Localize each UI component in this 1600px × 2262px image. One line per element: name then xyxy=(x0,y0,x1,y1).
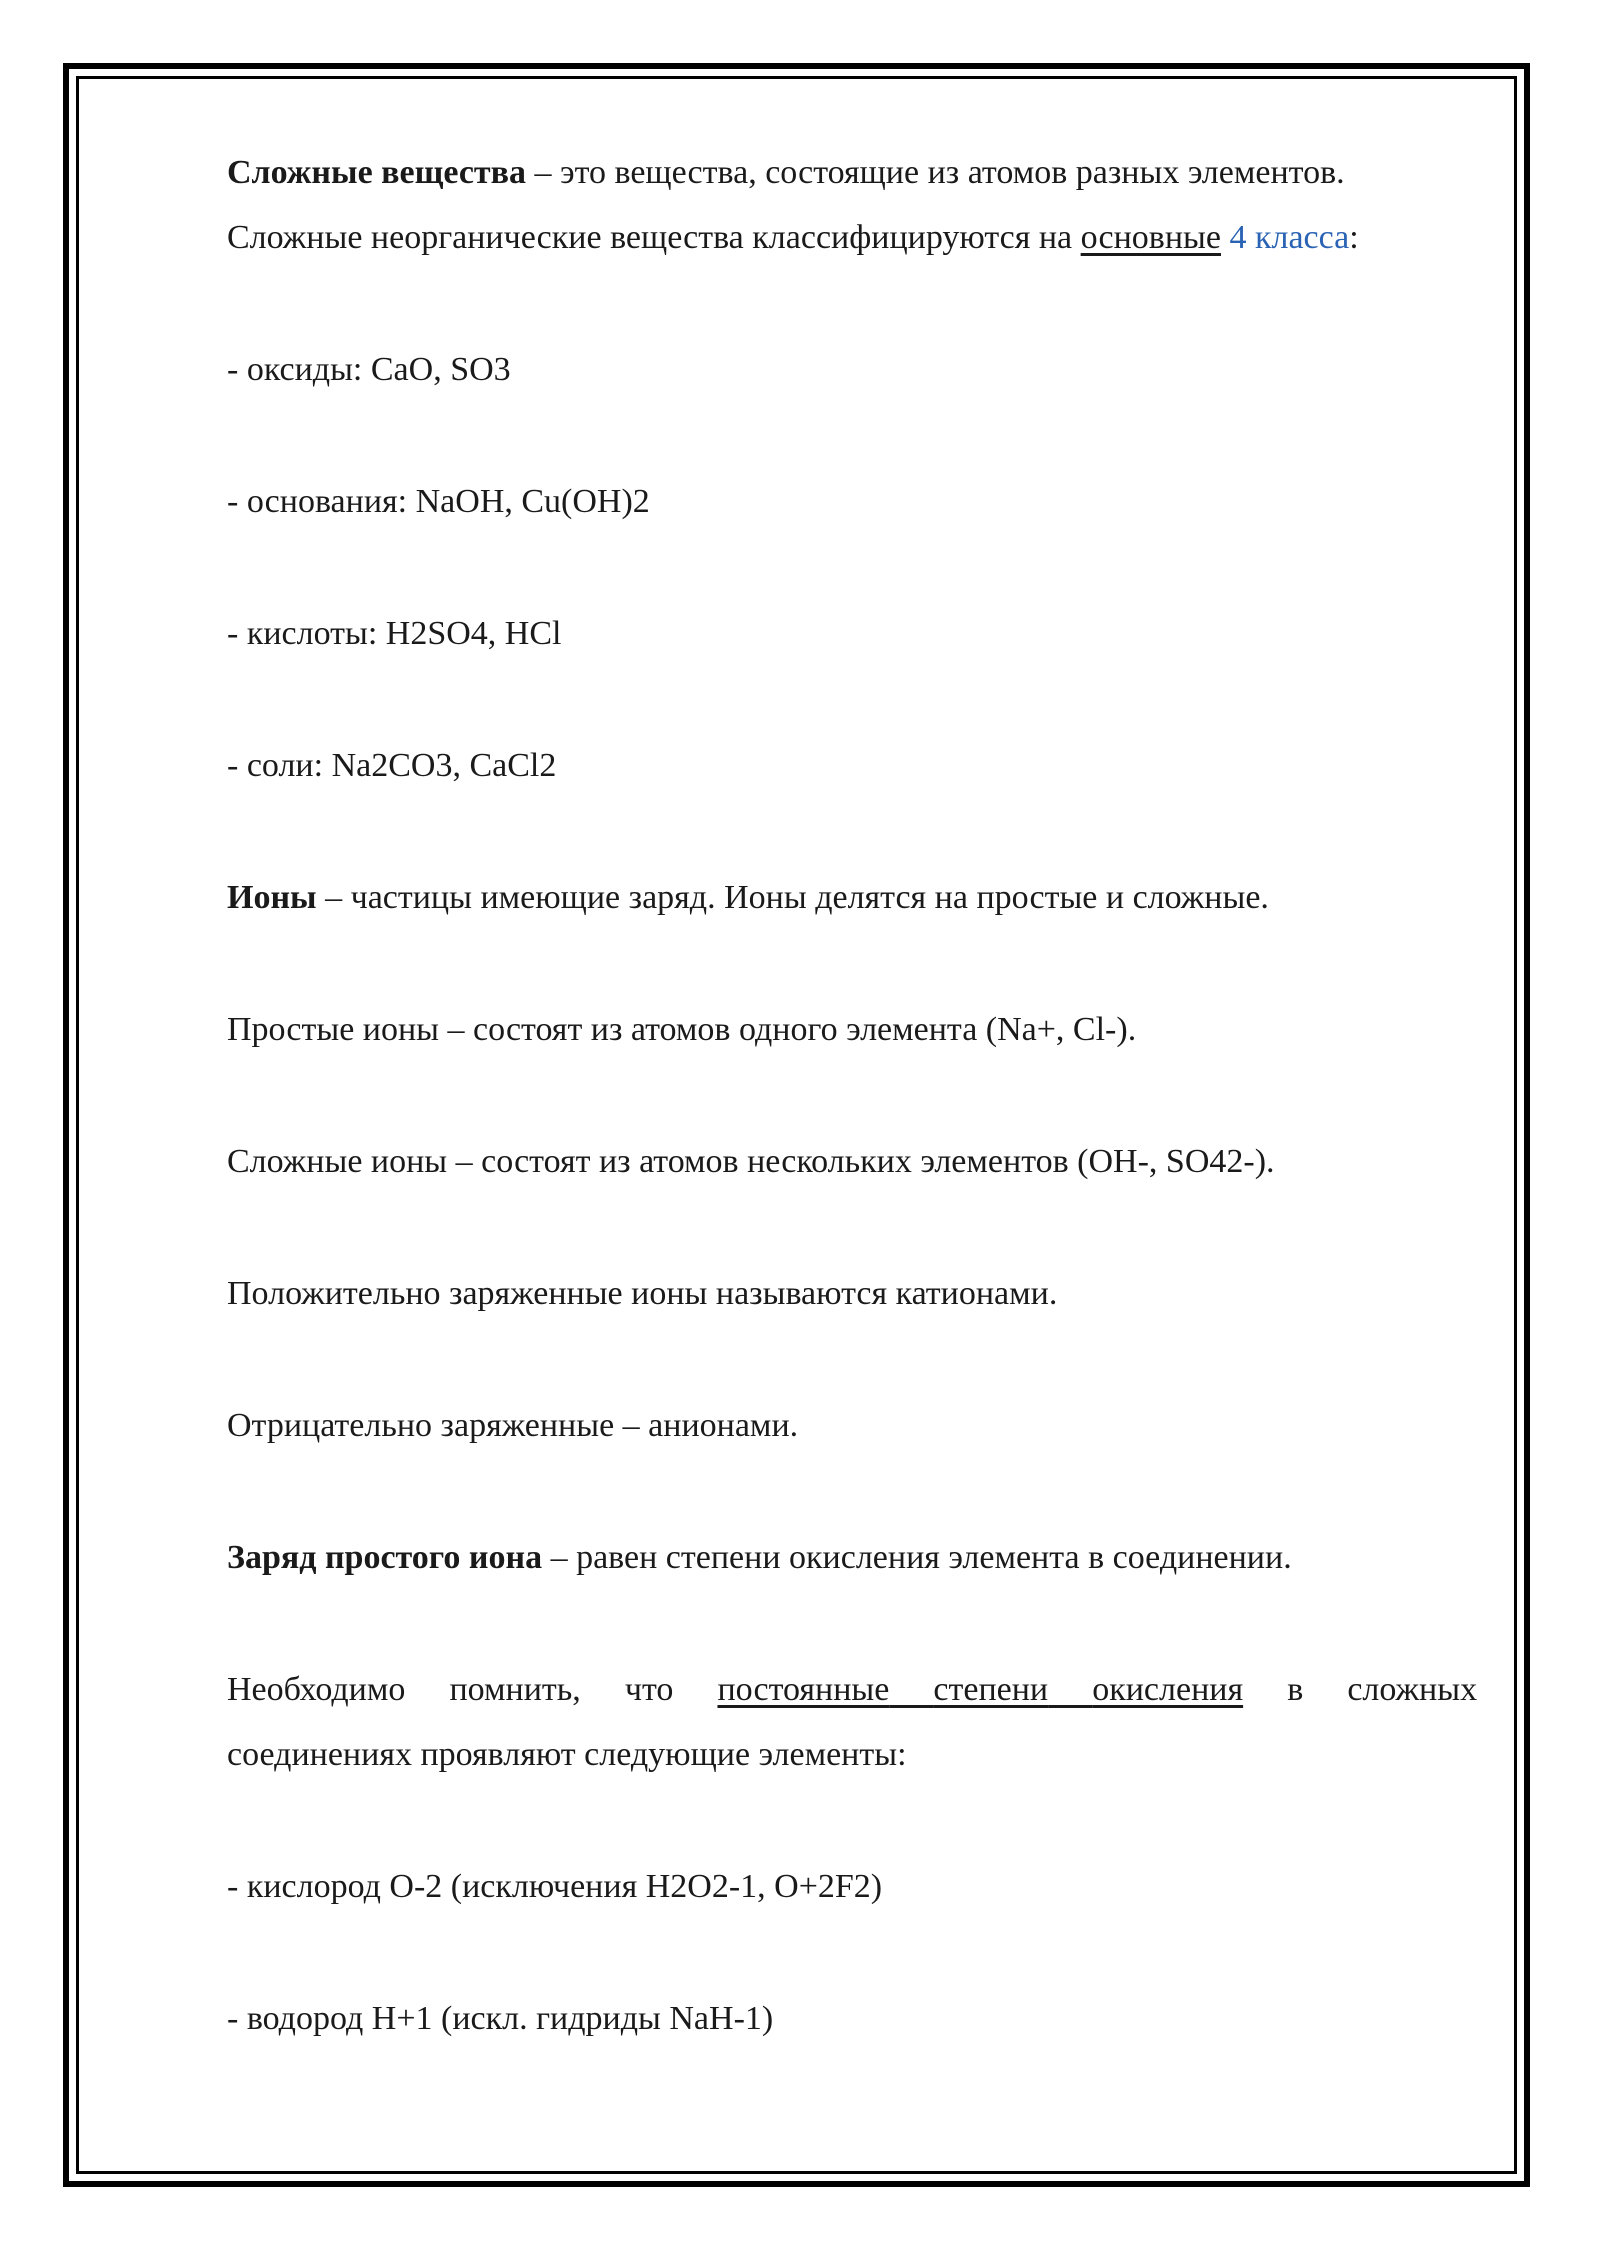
list-item-bases: - основания: NaOH, Cu(OH)2 xyxy=(227,483,650,520)
term-complex-substances: Сложные вещества xyxy=(227,154,526,191)
paragraph-complex-ions: Сложные ионы – состоят из атомов нескольких элементов (OH-, SO42-). xyxy=(227,1143,1275,1180)
document-body xyxy=(227,140,1477,2051)
term-ion-charge: Заряд простого иона xyxy=(227,1539,543,1576)
paragraph-remember-line2: соединениях проявляют следующие элементы: xyxy=(227,1736,907,1773)
term-ions: Ионы xyxy=(227,879,317,916)
paragraph-ions: Ионы – частицы имеющие заряд. Ионы делятся на простые и сложные. xyxy=(227,879,1269,916)
list-item-hydrogen: - водород H+1 (искл. гидриды NaH-1) xyxy=(227,2000,774,2037)
list-item-oxygen: - кислород O-2 (исключения H2O2-1, O+2F2) xyxy=(227,1868,883,1905)
paragraph-complex-substances: Сложные вещества – это вещества, состоящие из атомов разных элементов. Сложные неорганические вещества классифицируются на основные 4 класса: xyxy=(227,154,1359,256)
paragraph-cations: Положительно заряженные ионы называются катионами. xyxy=(227,1275,1058,1312)
paragraph-ion-charge: Заряд простого иона – равен степени окисления элемента в соединении. xyxy=(227,1539,1292,1576)
underlined-basic: основные xyxy=(1080,219,1221,256)
paragraph-simple-ions: Простые ионы – состоят из атомов одного элемента (Na+, Cl-). xyxy=(227,1011,1137,1048)
underlined-constant-oxidation-states: постоянные степени окисления xyxy=(717,1671,1244,1708)
paragraph-remember-line1: Необходимо помнить, что постоянные степени окисления в сложных xyxy=(227,1671,1478,1708)
list-item-salts: - соли: Na2CO3, CaCl2 xyxy=(227,747,557,784)
link-4-classes[interactable]: 4 класса xyxy=(1229,219,1350,256)
list-item-oxides: - оксиды: CaO, SO3 xyxy=(227,351,511,388)
paragraph-anions: Отрицательно заряженные – анионами. xyxy=(227,1407,799,1444)
list-item-acids: - кислоты: H2SO4, HCl xyxy=(227,615,562,652)
